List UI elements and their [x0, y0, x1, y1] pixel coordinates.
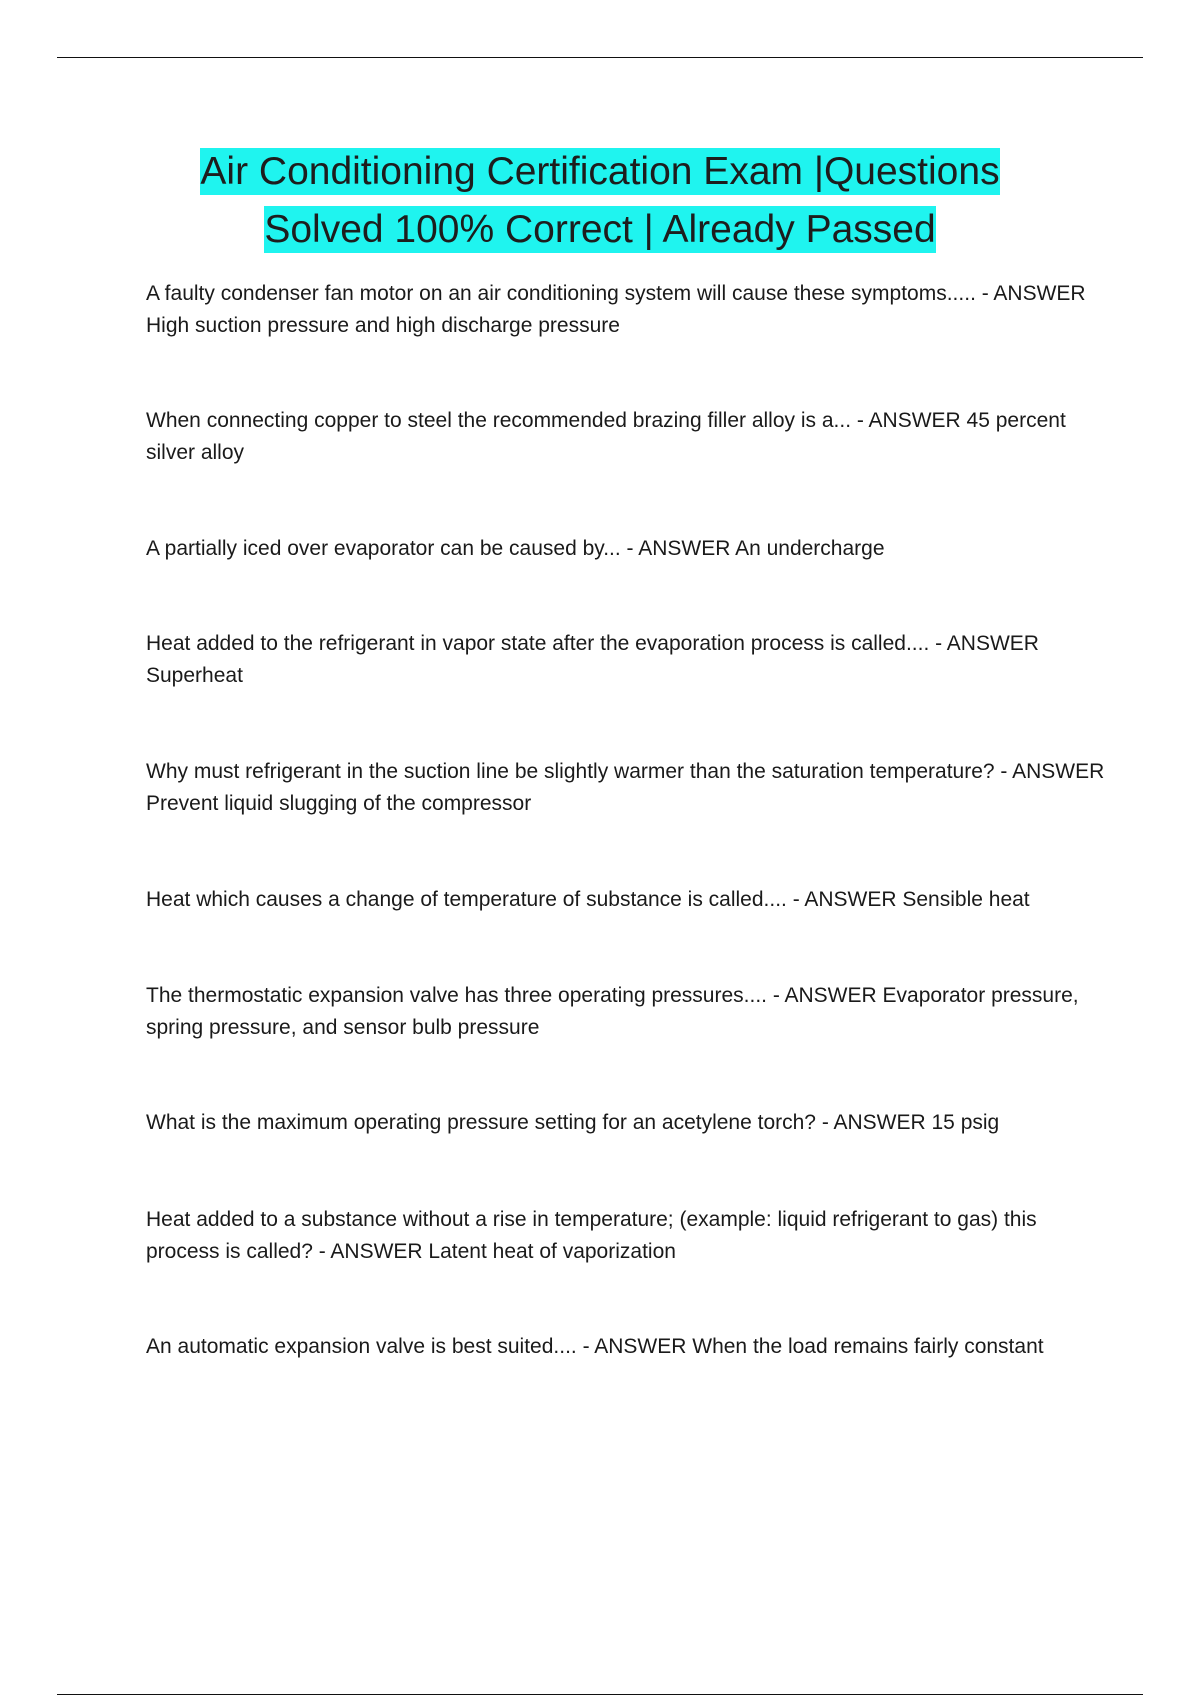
qa-item: An automatic expansion valve is best suited.... - ANSWER When the load remains fairly constant	[146, 1335, 1044, 1358]
qa-item: Why must refrigerant in the suction line be slightly warmer than the saturation temperature? - ANSWER Prevent liquid slugging of the compressor	[146, 760, 1105, 815]
qa-item: A faulty condenser fan motor on an air conditioning system will cause these symptoms..... - ANSWER High suction pressure and high discharge pressure	[146, 282, 1086, 337]
qa-item: Heat added to a substance without a rise in temperature; (example: liquid refrigerant to gas) this process is called? - ANSWER Latent heat of vaporization	[146, 1208, 1037, 1263]
qa-item: Heat which causes a change of temperature of substance is called.... - ANSWER Sensible heat	[146, 888, 1030, 911]
top-rule	[57, 57, 1143, 58]
title-line-2: Solved 100% Correct | Already Passed	[264, 208, 936, 251]
title-line-1: Air Conditioning Certification Exam |Questions	[200, 150, 1000, 193]
qa-item: Heat added to the refrigerant in vapor state after the evaporation process is called.... - ANSWER Superheat	[146, 632, 1039, 687]
qa-item: A partially iced over evaporator can be caused by... - ANSWER An undercharge	[146, 537, 885, 560]
document-title	[80, 143, 1120, 259]
qa-item: When connecting copper to steel the recommended brazing filler alloy is a... - ANSWER 45 percent silver alloy	[146, 409, 1066, 464]
qa-item: What is the maximum operating pressure setting for an acetylene torch? - ANSWER 15 psig	[146, 1111, 1000, 1134]
qa-item: The thermostatic expansion valve has three operating pressures.... - ANSWER Evaporator pressure, spring pressure, and sensor bulb pressure	[146, 984, 1079, 1039]
bottom-rule	[57, 1694, 1143, 1695]
